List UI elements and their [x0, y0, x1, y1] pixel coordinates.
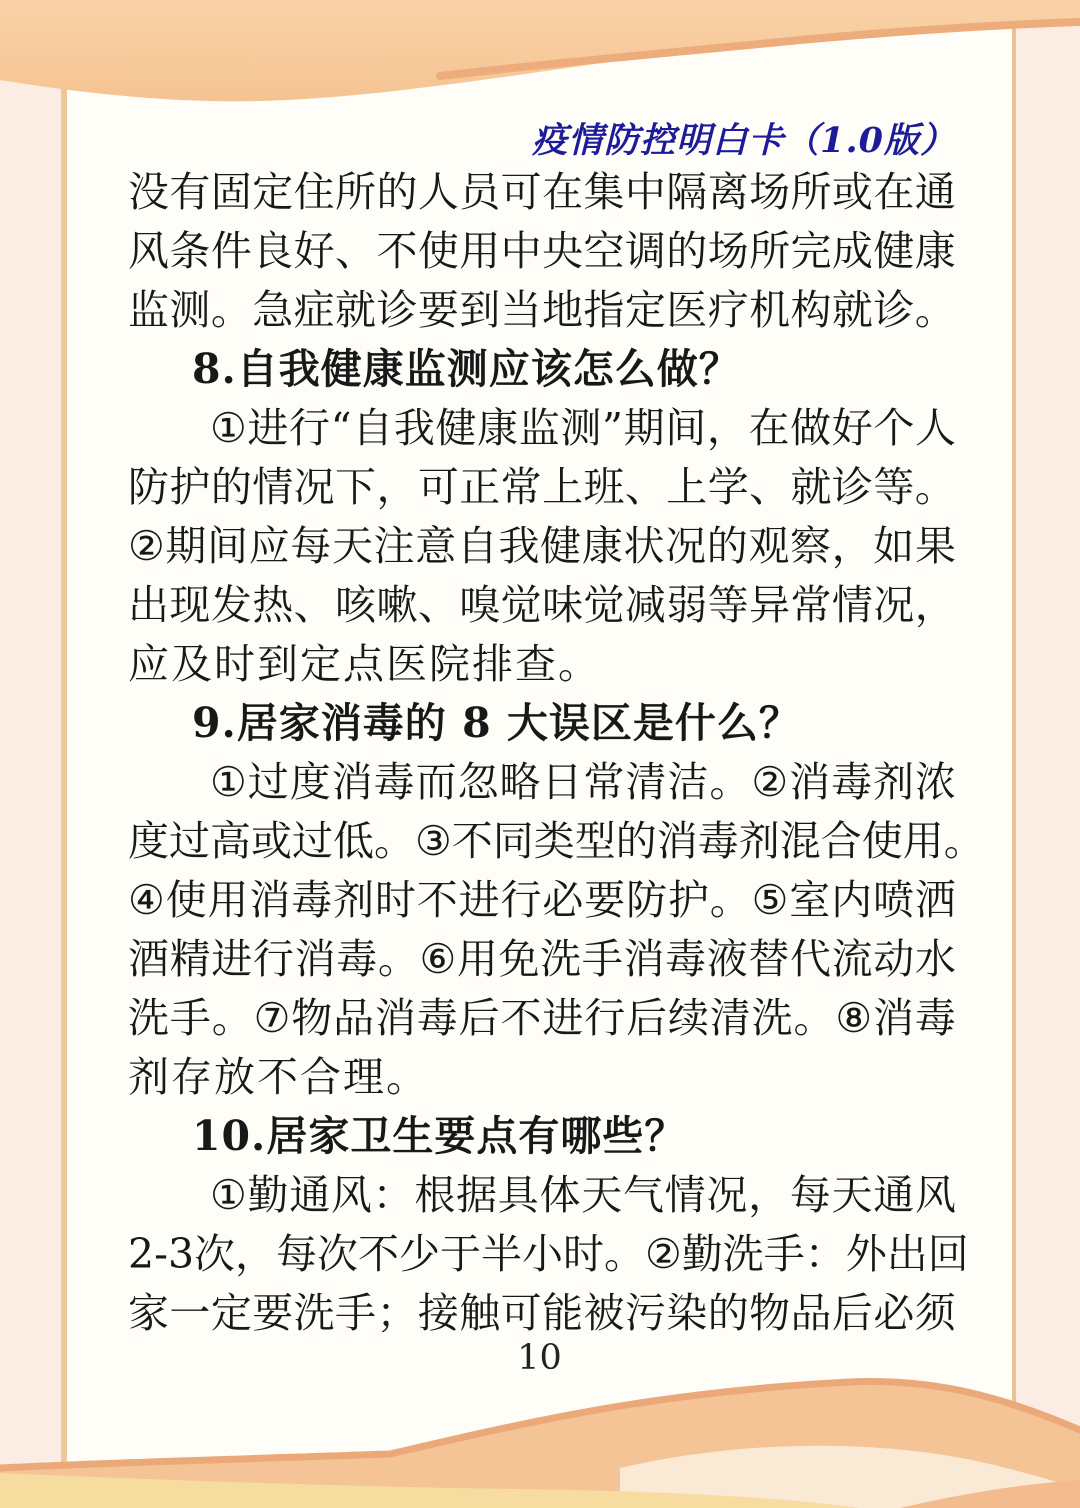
fold-line-left	[61, 75, 67, 1470]
text-line: 剂存放不合理。	[128, 1053, 429, 1101]
text-line: ① 过 度 消 毒 而 忽 略 日 常 清 洁 。 ② 消 毒 剂 浓	[210, 758, 956, 806]
text-line: ④ 使 用 消 毒 剂 时 不 进 行 必 要 防 护 。 ⑤ 室 内 喷 洒	[128, 876, 956, 924]
text-line: 没 有 固 定 住 所 的 人 员 可 在 集 中 隔 离 场 所 或 在 通	[128, 168, 956, 216]
text-line: 洗 手 。 ⑦ 物 品 消 毒 后 不 进 行 后 续 清 洗 。 ⑧ 消 毒	[128, 994, 956, 1042]
body-text	[128, 163, 985, 1343]
section-heading: 9.居家消毒的 8 大误区是什么？	[192, 699, 801, 747]
text-line: 家 一 定 要 洗 手 ； 接 触 可 能 被 污 染 的 物 品 后 必 须	[128, 1289, 956, 1337]
top-wave-decoration	[0, 0, 1080, 120]
section-heading: 10.居家卫生要点有哪些？	[192, 1112, 687, 1160]
text-line: 防 护 的 情 况 下 ， 可 正 常 上 班 、 上 学 、 就 诊 等 。	[128, 463, 956, 511]
text-line: 应及时到定点医院排查。	[128, 640, 601, 688]
text-line: 酒 精 进 行 消 毒 。 ⑥ 用 免 洗 手 消 毒 液 替 代 流 动 水	[128, 935, 956, 983]
text-line: ② 期 间 应 每 天 注 意 自 我 健 康 状 况 的 观 察 ， 如 果	[128, 522, 956, 570]
text-line: 风 条 件 良 好 、 不 使 用 中 央 空 调 的 场 所 完 成 健 康	[128, 227, 956, 275]
section-heading: 8.自我健康监测应该怎么做？	[192, 345, 741, 393]
text-line: ① 勤 通 风 ： 根 据 具 体 天 气 情 况 ， 每 天 通 风	[210, 1171, 956, 1219]
fold-line-right	[1012, 24, 1016, 1434]
text-line: 监 测 。 急 症 就 诊 要 到 当 地 指 定 医 疗 机 构 就 诊 。	[128, 286, 956, 334]
text-line: 2-3 次 ， 每 次 不 少 于 半 小 时 。 ② 勤 洗 手 ： 外 出 回	[128, 1230, 969, 1278]
page-header-title: 疫情防控明白卡（1.0版）	[532, 120, 956, 161]
text-line: 度 过 高 或 过 低 。 ③ 不 同 类 型 的 消 毒 剂 混 合 使 用 。	[128, 817, 985, 865]
text-line: ① 进 行 “ 自 我 健 康 监 测 ” 期 间 ， 在 做 好 个 人	[210, 404, 956, 452]
page-number: 10	[517, 1338, 562, 1378]
text-line: 出 现 发 热 、 咳 嗽 、 嗅 觉 味 觉 减 弱 等 异 常 情 况 ，	[128, 581, 956, 629]
